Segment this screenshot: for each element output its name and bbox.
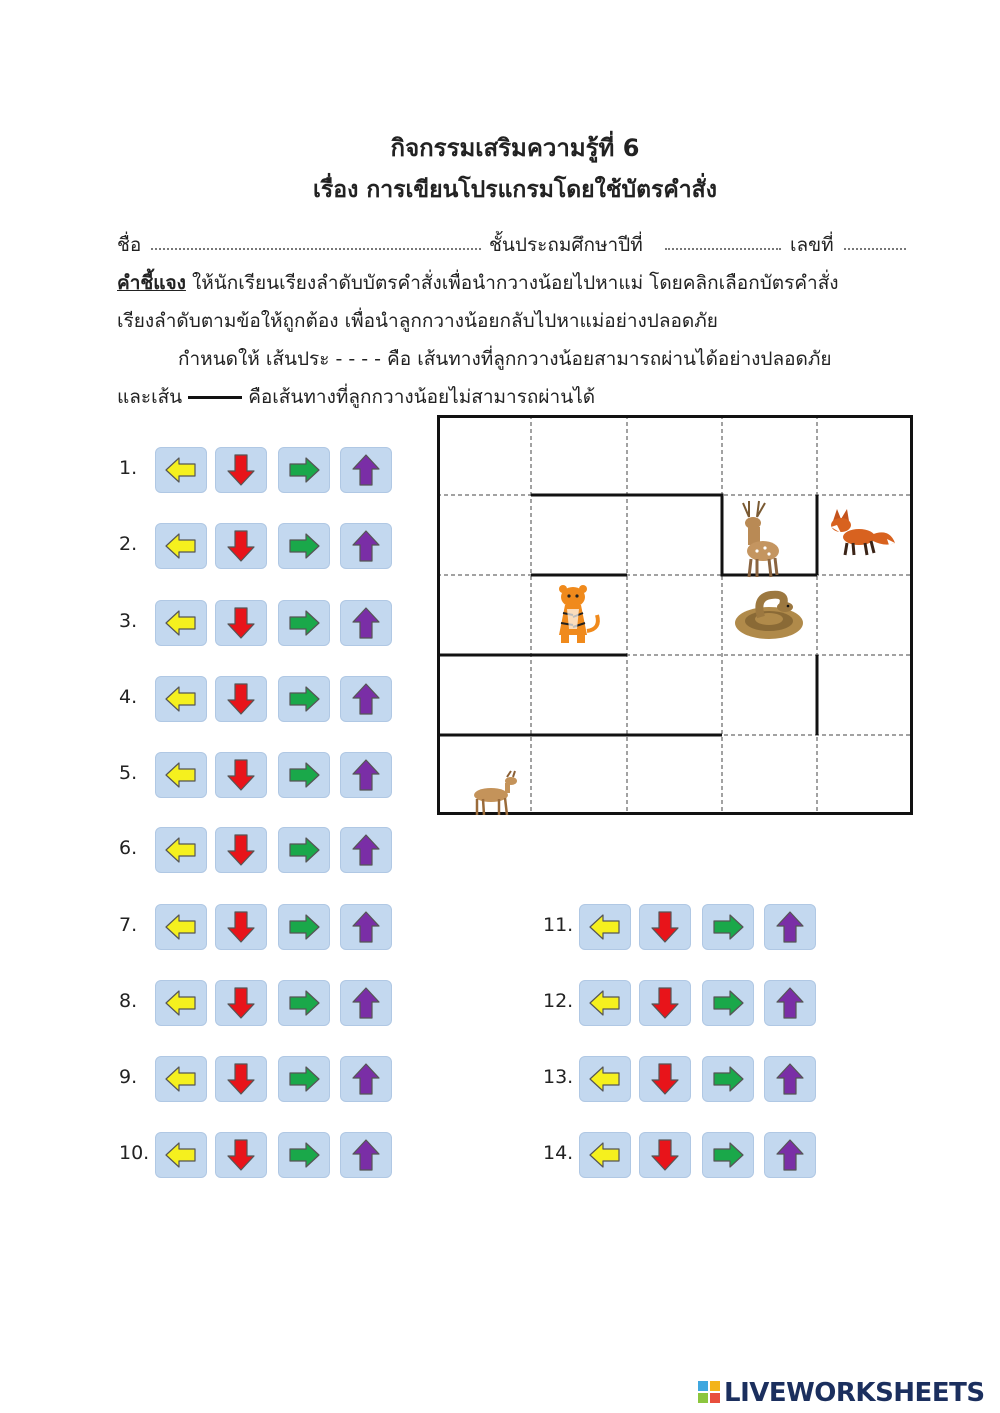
instruction-line-3: กำหนดให้ เส้นประ - - - - คือ เส้นทางที่ลูกกวางน้อยสามารถผ่านได้อย่างปลอดภัย [178, 348, 832, 370]
right-arrow-card[interactable] [278, 600, 330, 646]
command-row [543, 1132, 823, 1178]
student-info [117, 230, 907, 256]
left-arrow-card[interactable] [579, 980, 631, 1026]
right-arrow-icon [286, 1137, 322, 1173]
instruction-line-1 [117, 268, 839, 298]
row-number: 14. [543, 1142, 574, 1164]
up-arrow-card[interactable] [340, 827, 392, 873]
command-row [119, 752, 399, 798]
command-row [543, 1056, 823, 1102]
left-arrow-icon [163, 681, 199, 717]
left-arrow-card[interactable] [579, 904, 631, 950]
left-arrow-card[interactable] [579, 1056, 631, 1102]
maze-dashed-lines [437, 415, 913, 815]
fox-icon [831, 509, 895, 555]
command-row [119, 676, 399, 722]
left-arrow-card[interactable] [155, 523, 207, 569]
left-arrow-icon [587, 1061, 623, 1097]
row-number: 6. [119, 837, 138, 859]
maze-walls [437, 417, 912, 814]
right-arrow-icon [286, 757, 322, 793]
down-arrow-icon [223, 909, 259, 945]
left-arrow-icon [587, 1137, 623, 1173]
row-number: 3. [119, 610, 138, 632]
row-number: 11. [543, 914, 574, 936]
up-arrow-icon [348, 681, 384, 717]
up-arrow-icon [348, 605, 384, 641]
down-arrow-icon [223, 681, 259, 717]
down-arrow-card[interactable] [215, 904, 267, 950]
left-arrow-icon [163, 757, 199, 793]
down-arrow-card[interactable] [639, 1132, 691, 1178]
down-arrow-card[interactable] [639, 904, 691, 950]
page-subtitle: เรื่อง การเขียนโปรแกรมโดยใช้บัตรคำสั่ง [313, 177, 717, 203]
down-arrow-card[interactable] [639, 1056, 691, 1102]
down-arrow-card[interactable] [639, 980, 691, 1026]
down-arrow-icon [223, 757, 259, 793]
up-arrow-card[interactable] [340, 1132, 392, 1178]
instruction-text-1: ให้นักเรียนเรียงลำดับบัตรคำสั่งเพื่อนำกวางน้อยไปหาแม่ โดยคลิกเลือกบัตรคำสั่ง [185, 272, 839, 294]
up-arrow-card[interactable] [340, 676, 392, 722]
left-arrow-icon [163, 1137, 199, 1173]
solid-line-sample [188, 396, 242, 399]
right-arrow-card[interactable] [702, 1056, 754, 1102]
right-arrow-icon [710, 909, 746, 945]
right-arrow-card[interactable] [278, 447, 330, 493]
grade-field[interactable] [665, 248, 781, 250]
up-arrow-icon [772, 1137, 808, 1173]
down-arrow-icon [223, 832, 259, 868]
command-row [119, 980, 399, 1026]
watermark-text: LIVEWORKSHEETS [724, 1378, 985, 1408]
left-arrow-card[interactable] [155, 827, 207, 873]
down-arrow-icon [223, 528, 259, 564]
page-title: กิจกรรมเสริมความรู้ที่ 6 [390, 134, 640, 162]
right-arrow-card[interactable] [278, 827, 330, 873]
left-arrow-icon [163, 528, 199, 564]
up-arrow-icon [348, 1061, 384, 1097]
up-arrow-card[interactable] [340, 600, 392, 646]
row-number: 8. [119, 990, 138, 1012]
right-arrow-card[interactable] [278, 676, 330, 722]
number-label: เลขที่ [790, 234, 834, 256]
row-number: 1. [119, 457, 138, 479]
left-arrow-card[interactable] [155, 980, 207, 1026]
up-arrow-card[interactable] [340, 752, 392, 798]
up-arrow-icon [348, 757, 384, 793]
up-arrow-card[interactable] [764, 1132, 816, 1178]
up-arrow-card[interactable] [764, 1056, 816, 1102]
command-row [119, 600, 399, 646]
right-arrow-icon [286, 528, 322, 564]
left-arrow-icon [163, 452, 199, 488]
left-arrow-icon [587, 909, 623, 945]
left-arrow-icon [163, 832, 199, 868]
left-arrow-icon [163, 985, 199, 1021]
command-row [119, 1056, 399, 1102]
right-arrow-card[interactable] [278, 752, 330, 798]
up-arrow-icon [348, 452, 384, 488]
down-arrow-icon [223, 1137, 259, 1173]
up-arrow-card[interactable] [340, 980, 392, 1026]
down-arrow-card[interactable] [215, 1132, 267, 1178]
baby-deer-icon [474, 771, 517, 815]
instruction-heading: คำชี้แจง [117, 272, 186, 294]
instruction-text-4b: คือเส้นทางที่ลูกกวางน้อยไม่สามารถผ่านได้ [248, 386, 596, 408]
command-row [543, 904, 823, 950]
down-arrow-card[interactable] [215, 1056, 267, 1102]
right-arrow-icon [710, 1061, 746, 1097]
right-arrow-card[interactable] [278, 1056, 330, 1102]
down-arrow-icon [223, 452, 259, 488]
row-number: 12. [543, 990, 574, 1012]
down-arrow-card[interactable] [215, 447, 267, 493]
left-arrow-card[interactable] [155, 600, 207, 646]
down-arrow-card[interactable] [215, 980, 267, 1026]
command-row [119, 523, 399, 569]
right-arrow-icon [286, 605, 322, 641]
up-arrow-icon [348, 985, 384, 1021]
right-arrow-card[interactable] [702, 904, 754, 950]
left-arrow-card[interactable] [155, 904, 207, 950]
left-arrow-icon [163, 909, 199, 945]
name-label: ชื่อ [117, 234, 142, 256]
instruction-line-2: เรียงลำดับตามข้อให้ถูกต้อง เพื่อนำลูกกวางน้อยกลับไปหาแม่อย่างปลอดภัย [117, 310, 718, 332]
right-arrow-icon [710, 985, 746, 1021]
up-arrow-icon [772, 1061, 808, 1097]
row-number: 4. [119, 686, 138, 708]
up-arrow-card[interactable] [340, 523, 392, 569]
right-arrow-card[interactable] [278, 523, 330, 569]
up-arrow-icon [772, 985, 808, 1021]
command-row [119, 1132, 399, 1178]
up-arrow-card[interactable] [764, 980, 816, 1026]
up-arrow-card[interactable] [764, 904, 816, 950]
liveworksheets-logo-icon [698, 1381, 720, 1403]
right-arrow-icon [710, 1137, 746, 1173]
row-number: 10. [119, 1142, 150, 1164]
left-arrow-icon [587, 985, 623, 1021]
left-arrow-card[interactable] [155, 447, 207, 493]
left-arrow-card[interactable] [155, 676, 207, 722]
left-arrow-card[interactable] [155, 1056, 207, 1102]
row-number: 13. [543, 1066, 574, 1088]
instruction-text-4a: และเส้น [117, 386, 183, 408]
up-arrow-card[interactable] [340, 447, 392, 493]
right-arrow-card[interactable] [278, 980, 330, 1026]
instruction-line-4 [117, 382, 595, 412]
right-arrow-icon [286, 985, 322, 1021]
down-arrow-card[interactable] [215, 752, 267, 798]
right-arrow-icon [286, 832, 322, 868]
grade-label: ชั้นประถมศึกษาปีที่ [489, 234, 643, 256]
up-arrow-icon [772, 909, 808, 945]
command-row [119, 447, 399, 493]
down-arrow-icon [647, 985, 683, 1021]
row-number: 9. [119, 1066, 138, 1088]
snake-icon [735, 595, 803, 639]
down-arrow-icon [647, 1061, 683, 1097]
up-arrow-icon [348, 528, 384, 564]
left-arrow-card[interactable] [155, 752, 207, 798]
command-row [543, 980, 823, 1026]
left-arrow-card[interactable] [579, 1132, 631, 1178]
liveworksheets-watermark [698, 1378, 985, 1408]
right-arrow-icon [286, 1061, 322, 1097]
row-number: 2. [119, 533, 138, 555]
command-row [119, 904, 399, 950]
name-field[interactable] [151, 248, 481, 250]
down-arrow-icon [647, 1137, 683, 1173]
up-arrow-icon [348, 832, 384, 868]
left-arrow-icon [163, 605, 199, 641]
right-arrow-card[interactable] [278, 1132, 330, 1178]
down-arrow-icon [647, 909, 683, 945]
right-arrow-icon [286, 909, 322, 945]
left-arrow-icon [163, 1061, 199, 1097]
down-arrow-icon [223, 605, 259, 641]
row-number: 7. [119, 914, 138, 936]
mother-deer-icon [743, 501, 779, 577]
down-arrow-card[interactable] [215, 676, 267, 722]
command-row [119, 827, 399, 873]
right-arrow-card[interactable] [702, 1132, 754, 1178]
up-arrow-card[interactable] [340, 904, 392, 950]
down-arrow-card[interactable] [215, 600, 267, 646]
down-arrow-icon [223, 1061, 259, 1097]
row-number: 5. [119, 762, 138, 784]
left-arrow-card[interactable] [155, 1132, 207, 1178]
tiger-icon [559, 585, 598, 643]
down-arrow-card[interactable] [215, 827, 267, 873]
right-arrow-card[interactable] [278, 904, 330, 950]
right-arrow-icon [286, 452, 322, 488]
down-arrow-icon [223, 985, 259, 1021]
down-arrow-card[interactable] [215, 523, 267, 569]
right-arrow-card[interactable] [702, 980, 754, 1026]
maze-grid [437, 415, 913, 815]
up-arrow-icon [348, 1137, 384, 1173]
right-arrow-icon [286, 681, 322, 717]
number-field[interactable] [844, 248, 906, 250]
up-arrow-icon [348, 909, 384, 945]
up-arrow-card[interactable] [340, 1056, 392, 1102]
